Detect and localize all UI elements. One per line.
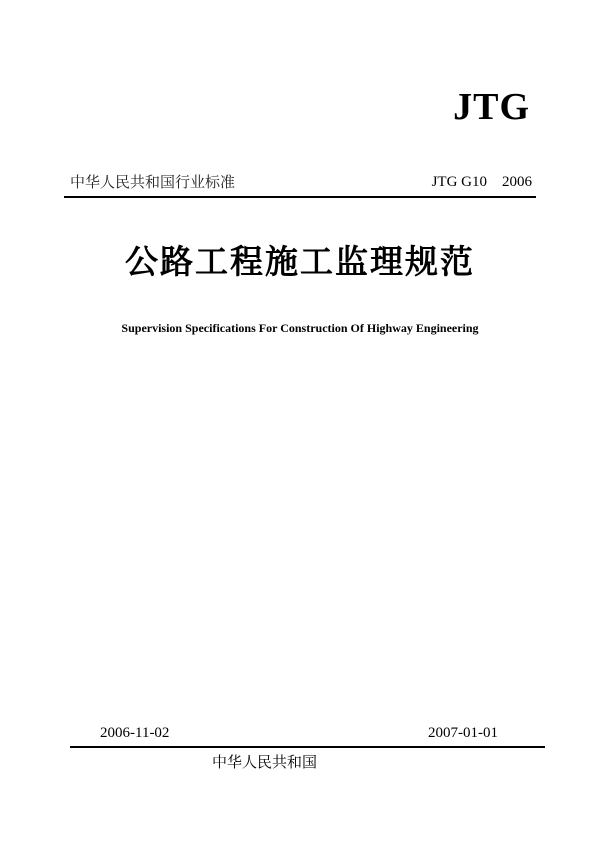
document-title-english: Supervision Specifications For Construction Of Highway Engineering xyxy=(121,321,479,335)
footer-divider xyxy=(70,746,545,748)
header-divider xyxy=(64,196,536,198)
effective-date: 2007-01-01 xyxy=(428,725,498,741)
standard-number: JTG G10 2006 xyxy=(431,174,532,190)
document-title-chinese: 公路工程施工监理规范 xyxy=(125,242,475,281)
publisher: 中华人民共和国 xyxy=(212,753,318,771)
issue-date: 2006-11-02 xyxy=(100,725,170,741)
standard-code-logo: JTG xyxy=(453,86,530,128)
standard-category: 中华人民共和国行业标准 xyxy=(70,173,236,191)
